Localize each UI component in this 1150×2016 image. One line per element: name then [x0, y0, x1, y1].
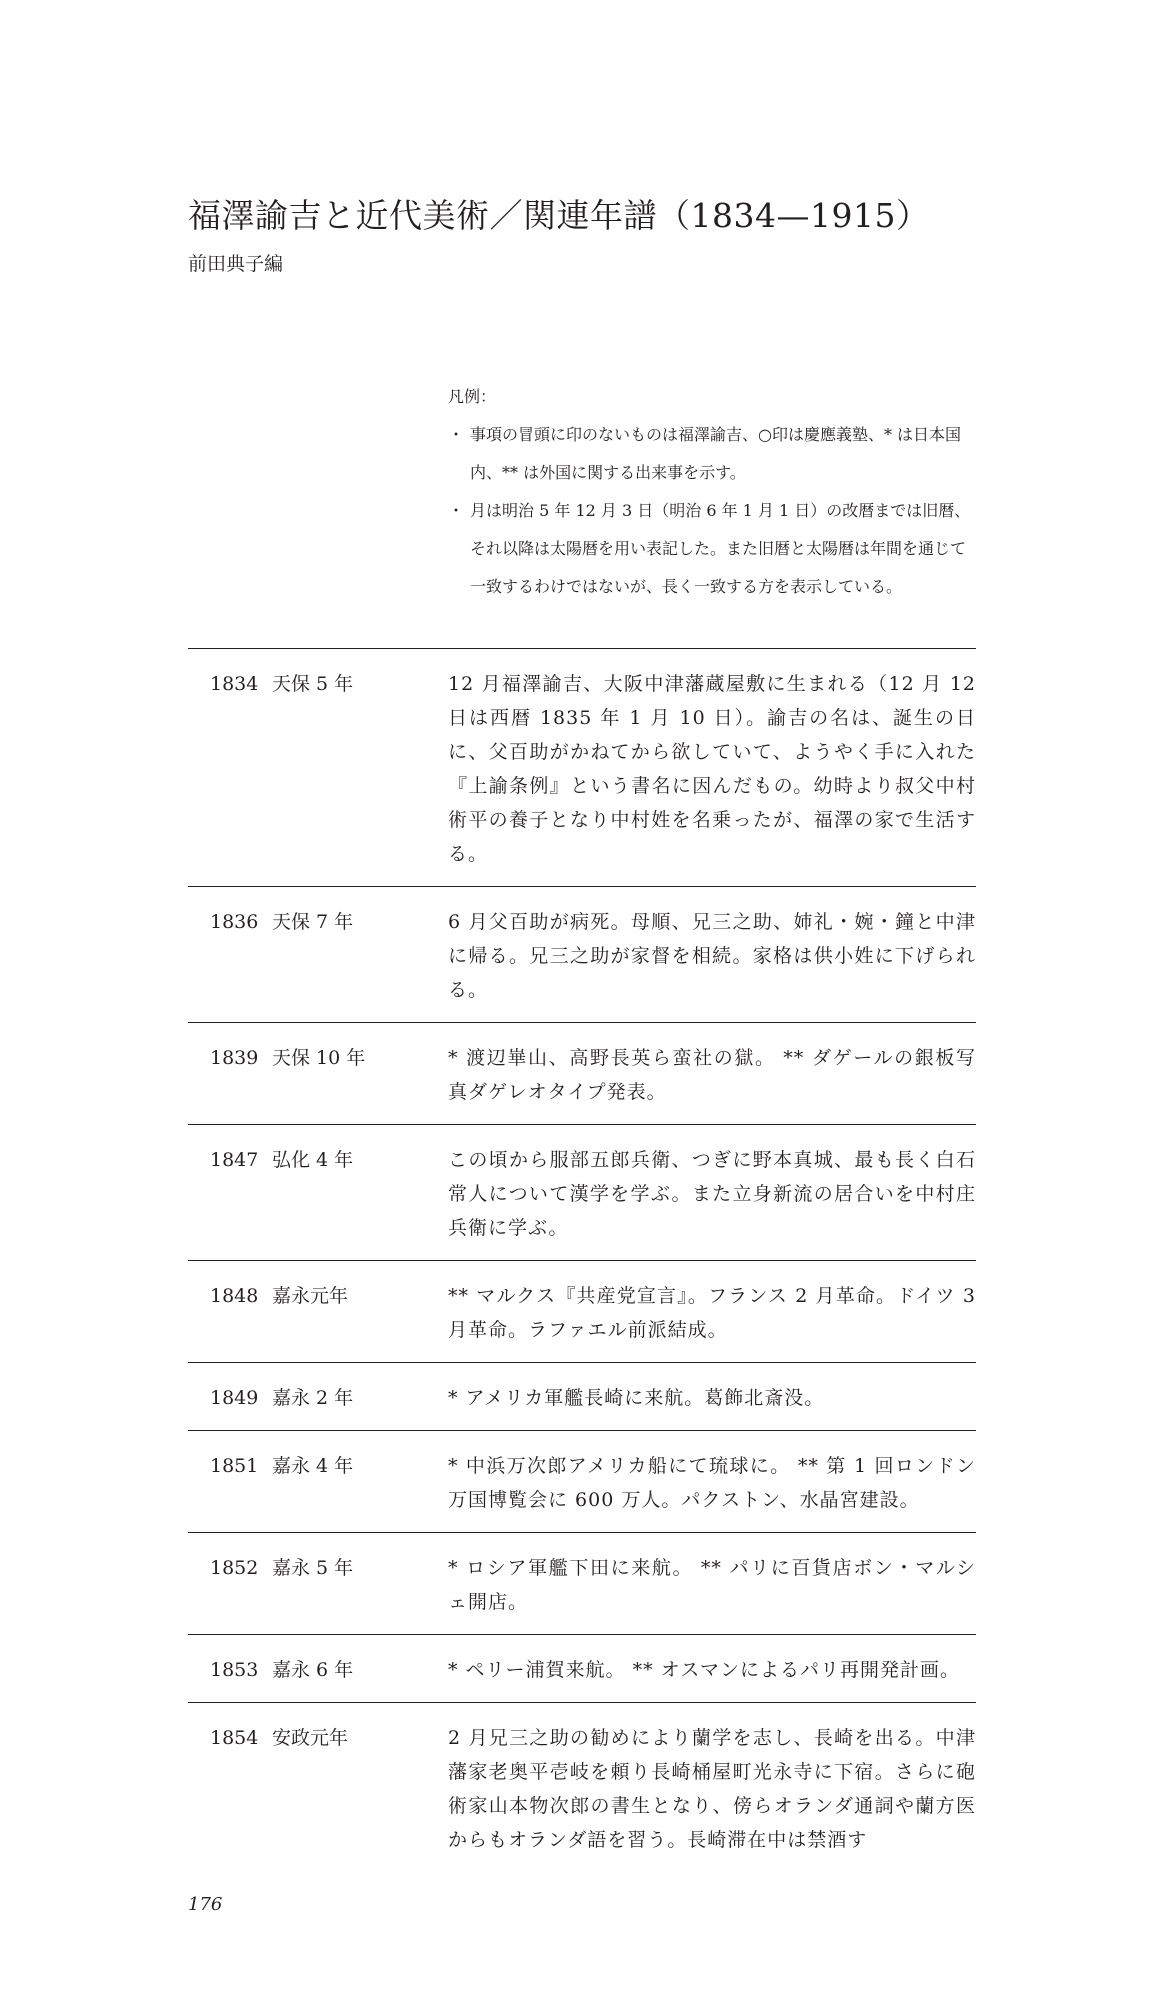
- row-event: * ロシア軍艦下田に来航。 ** パリに百貨店ボン・マルシェ開店。: [448, 1557, 976, 1613]
- row-era: 天保 10 年: [272, 1047, 366, 1069]
- row-era: 嘉永 5 年: [272, 1557, 354, 1579]
- row-era: 嘉永 2 年: [272, 1387, 354, 1409]
- row-event: 2 月兄三之助の勧めにより蘭学を志し、長崎を出る。中津藩家老奥平壱岐を頼り長崎桶屋町光永寺に下宿。さらに砲術家山本物次郎の書生となり、傍らオランダ通詞や蘭方医からもオランダ語を習う。長崎滞在中は禁酒す: [448, 1727, 976, 1851]
- chronology-row: [188, 1431, 976, 1533]
- row-year: 1836: [210, 911, 259, 933]
- legend-item: [448, 492, 976, 606]
- chronology-table: [188, 648, 976, 1872]
- chronology-row: [188, 1363, 976, 1431]
- row-year: 1839: [210, 1047, 259, 1069]
- chronology-row: [188, 1635, 976, 1703]
- legend: [448, 378, 976, 606]
- row-event: * ペリー浦賀来航。 ** オスマンによるパリ再開発計画。: [448, 1659, 961, 1681]
- row-year: 1852: [210, 1557, 259, 1579]
- page-title: 福澤諭吉と近代美術／関連年譜（1834—1915）: [188, 196, 930, 235]
- row-year: 1834: [210, 673, 259, 695]
- row-era: 嘉永 4 年: [272, 1455, 354, 1477]
- row-event: * 渡辺崋山、高野長英ら蛮社の獄。 ** ダゲールの銀板写真ダゲレオタイプ発表。: [448, 1047, 976, 1103]
- row-year: 1849: [210, 1387, 259, 1409]
- row-year: 1851: [210, 1455, 259, 1477]
- legend-heading: 凡例：: [448, 387, 497, 406]
- chronology-row: [188, 649, 976, 887]
- row-event: * アメリカ軍艦長崎に来航。葛飾北斎没。: [448, 1387, 825, 1409]
- row-era: 嘉永 6 年: [272, 1659, 354, 1681]
- row-event: 12 月福澤諭吉、大阪中津藩蔵屋敷に生まれる（12 月 12 日は西暦 1835 年 1 月 10 日）。諭吉の名は、誕生の日に、父百助がかねてから欲していて、ようやく手に入れた『上諭条例』という書名に因んだもの。幼時より叔父中村術平の養子となり中村姓を名乗ったが、福澤の家で生活する。: [448, 673, 976, 865]
- row-year: 1847: [210, 1149, 259, 1171]
- row-event: ** マルクス『共産党宣言』。フランス 2 月革命。ドイツ 3 月革命。ラファエル前派結成。: [448, 1285, 976, 1341]
- row-era: 天保 7 年: [272, 911, 354, 933]
- row-era: 安政元年: [272, 1727, 349, 1749]
- editor-credit: 前田典子編: [188, 253, 284, 275]
- page-number: 176: [188, 1894, 223, 1915]
- row-era: 天保 5 年: [272, 673, 354, 695]
- legend-bullet: ・: [448, 425, 465, 444]
- chronology-row: [188, 1125, 976, 1261]
- row-event: * 中浜万次郎アメリカ船にて琉球に。 ** 第 1 回ロンドン万国博覧会に 600 万人。パクストン、水晶宮建設。: [448, 1455, 976, 1511]
- row-era: 弘化 4 年: [272, 1149, 354, 1171]
- row-year: 1848: [210, 1285, 259, 1307]
- legend-bullet: ・: [448, 501, 465, 520]
- legend-item-text: 事項の冒頭に印のないものは福澤諭吉、○印は慶應義塾、* は日本国内、** は外国に関する出来事を示す。: [470, 425, 962, 482]
- legend-item-text: 月は明治 5 年 12 月 3 日（明治 6 年 1 月 1 日）の改暦までは旧暦、それ以降は太陽暦を用い表記した。また旧暦と太陽暦は年間を通じて一致するわけではないが、長く一致する方を表示している。: [470, 501, 971, 596]
- chronology-row: [188, 1023, 976, 1125]
- row-event: 6 月父百助が病死。母順、兄三之助、姉礼・婉・鐘と中津に帰る。兄三之助が家督を相続。家格は供小姓に下げられる。: [448, 911, 976, 1001]
- legend-item: [448, 416, 976, 492]
- chronology-row: [188, 1261, 976, 1363]
- row-year: 1854: [210, 1727, 259, 1749]
- row-era: 嘉永元年: [272, 1285, 349, 1307]
- row-event: この頃から服部五郎兵衛、つぎに野本真城、最も長く白石常人について漢学を学ぶ。また立身新流の居合いを中村庄兵衛に学ぶ。: [448, 1149, 976, 1239]
- chronology-row: [188, 1703, 976, 1872]
- row-year: 1853: [210, 1659, 259, 1681]
- chronology-row: [188, 887, 976, 1023]
- chronology-row: [188, 1533, 976, 1635]
